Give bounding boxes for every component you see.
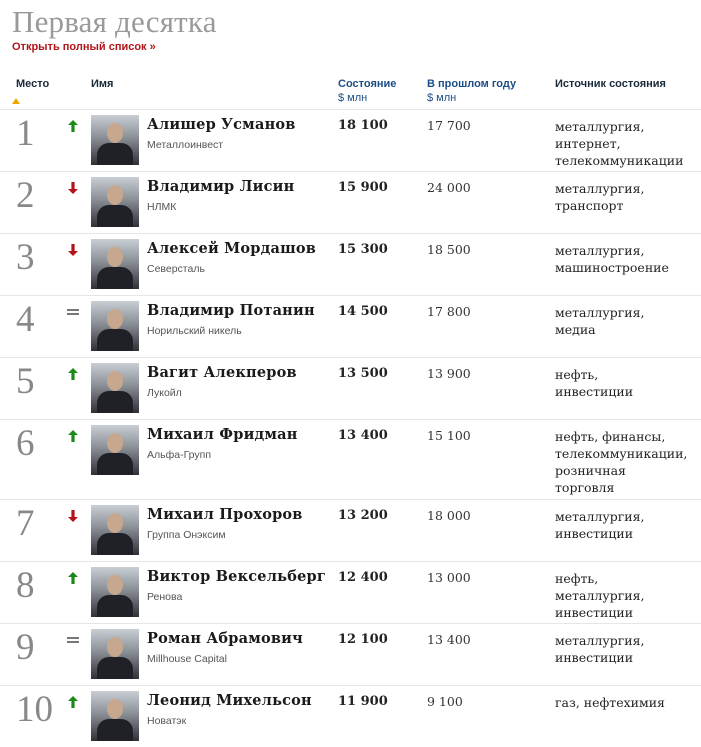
wealth-source-line: инвестиции	[555, 605, 634, 620]
company-name: Северсталь	[147, 263, 205, 275]
person-photo[interactable]	[91, 177, 139, 227]
wealth-source	[555, 366, 700, 400]
photo-body-shape	[97, 453, 133, 475]
arrow-up-icon	[67, 429, 79, 443]
arrow-down-icon	[67, 181, 79, 195]
photo-body-shape	[97, 391, 133, 413]
photo-body-shape	[97, 595, 133, 617]
table-row	[0, 233, 701, 295]
photo-body-shape	[97, 719, 133, 741]
company-name: Лукойл	[147, 387, 182, 399]
company-name: Новатэк	[147, 715, 187, 727]
person-photo[interactable]	[91, 567, 139, 617]
person-photo[interactable]	[91, 425, 139, 475]
rank-number: 7	[16, 503, 35, 544]
wealth-source	[555, 632, 700, 666]
wealth-source-line: газ, нефтехимия	[555, 695, 665, 710]
wealth-source-line: интернет,	[555, 136, 621, 151]
wealth-source-line: нефть, финансы,	[555, 429, 666, 444]
photo-body-shape	[97, 533, 133, 555]
net-worth-value: 14 500	[338, 304, 388, 319]
photo-head-shape	[107, 371, 123, 391]
company-name: НЛМК	[147, 201, 177, 213]
unchanged-icon	[67, 633, 79, 647]
wealth-source	[555, 180, 700, 214]
table-row	[0, 109, 701, 171]
photo-head-shape	[107, 637, 123, 657]
person-name-link[interactable]: Вагит Алекперов	[147, 364, 297, 381]
arrow-up-icon	[67, 695, 79, 709]
net-worth-value: 12 400	[338, 570, 388, 585]
rank-number: 3	[16, 237, 35, 278]
company-name: Альфа-Групп	[147, 449, 212, 461]
photo-head-shape	[107, 185, 123, 205]
person-photo[interactable]	[91, 505, 139, 555]
person-name-link[interactable]: Владимир Лисин	[147, 178, 295, 195]
net-worth-value: 13 400	[338, 428, 388, 443]
last-year-value: 18 000	[427, 508, 471, 523]
wealth-source-line: инвестиции	[555, 526, 634, 541]
photo-body-shape	[97, 329, 133, 351]
table-row	[0, 171, 701, 233]
rating-table	[0, 109, 701, 747]
last-year-value: 13 400	[427, 632, 471, 647]
rank-number: 4	[16, 299, 35, 340]
photo-head-shape	[107, 575, 123, 595]
wealth-source-line: инвестиции	[555, 384, 634, 399]
wealth-source	[555, 118, 700, 169]
person-name-link[interactable]: Михаил Фридман	[147, 426, 298, 443]
last-year-value: 9 100	[427, 694, 463, 709]
wealth-source	[555, 694, 700, 711]
net-worth-value: 12 100	[338, 632, 388, 647]
net-worth-value: 13 200	[338, 508, 388, 523]
column-header-net-worth[interactable]	[338, 77, 396, 105]
photo-body-shape	[97, 267, 133, 289]
person-name-link[interactable]: Роман Абрамович	[147, 630, 303, 647]
last-year-value: 17 800	[427, 304, 471, 319]
last-year-value: 24 000	[427, 180, 471, 195]
wealth-source-line: металлургия,	[555, 509, 645, 524]
wealth-source-line: медиа	[555, 322, 596, 337]
wealth-source-line: розничная	[555, 463, 626, 478]
wealth-source	[555, 242, 700, 276]
photo-head-shape	[107, 309, 123, 329]
column-header-last-year[interactable]	[427, 77, 516, 105]
last-year-value: 17 700	[427, 118, 471, 133]
person-name-link[interactable]: Виктор Вексельберг	[147, 568, 326, 585]
rank-number: 10	[16, 689, 53, 730]
wealth-source-line: инвестиции	[555, 650, 634, 665]
unchanged-icon	[67, 305, 79, 319]
full-list-link[interactable]: Открыть полный список »	[12, 41, 156, 53]
person-photo[interactable]	[91, 629, 139, 679]
rank-number: 2	[16, 175, 35, 216]
table-row	[0, 295, 701, 357]
rank-number: 6	[16, 423, 35, 464]
table-row	[0, 685, 701, 747]
wealth-source-line: нефть,	[555, 571, 599, 586]
photo-head-shape	[107, 513, 123, 533]
photo-head-shape	[107, 123, 123, 143]
person-photo[interactable]	[91, 115, 139, 165]
photo-head-shape	[107, 433, 123, 453]
photo-head-shape	[107, 247, 123, 267]
rank-number: 8	[16, 565, 35, 606]
arrow-up-icon	[67, 119, 79, 133]
arrow-up-icon	[67, 571, 79, 585]
wealth-source-line: металлургия,	[555, 588, 645, 603]
rank-number: 9	[16, 627, 35, 668]
table-row	[0, 357, 701, 419]
net-worth-value: 18 100	[338, 118, 388, 133]
last-year-value: 13 000	[427, 570, 471, 585]
last-year-value: 15 100	[427, 428, 471, 443]
person-name-link[interactable]: Владимир Потанин	[147, 302, 315, 319]
column-header-rank[interactable]: Место	[16, 78, 50, 90]
page-title: Первая десятка	[12, 4, 217, 39]
wealth-source	[555, 304, 700, 338]
wealth-source-line: нефть,	[555, 367, 599, 382]
column-header-name[interactable]: Имя	[91, 78, 114, 90]
company-name: Норильский никель	[147, 325, 242, 337]
last-year-header-unit: $ млн	[427, 92, 457, 104]
last-year-value: 18 500	[427, 242, 471, 257]
wealth-source-line: металлургия,	[555, 633, 645, 648]
last-year-header-label: В прошлом году	[427, 78, 517, 90]
wealth-source	[555, 428, 700, 496]
photo-body-shape	[97, 657, 133, 679]
net-worth-value: 13 500	[338, 366, 388, 381]
company-name: Металлоинвест	[147, 139, 224, 151]
photo-head-shape	[107, 699, 123, 719]
arrow-down-icon	[67, 243, 79, 257]
wealth-source-line: металлургия,	[555, 243, 645, 258]
arrow-up-icon	[67, 367, 79, 381]
wealth-source-line: машиностроение	[555, 260, 669, 275]
table-row	[0, 499, 701, 561]
table-row	[0, 419, 701, 499]
arrow-down-icon	[67, 509, 79, 523]
photo-body-shape	[97, 143, 133, 165]
wealth-source-line: металлургия,	[555, 305, 645, 320]
person-photo[interactable]	[91, 363, 139, 413]
wealth-source	[555, 508, 700, 542]
net-worth-value: 15 900	[338, 180, 388, 195]
person-name-link[interactable]: Леонид Михельсон	[147, 692, 312, 709]
wealth-source-line: металлургия,	[555, 181, 645, 196]
company-name: Ренова	[147, 591, 183, 603]
table-row	[0, 561, 701, 623]
rank-number: 5	[16, 361, 35, 402]
net-worth-header-label: Состояние	[338, 78, 397, 90]
company-name: Группа Онэксим	[147, 529, 226, 541]
person-name-link[interactable]: Алексей Мордашов	[147, 240, 317, 257]
sort-ascending-icon[interactable]	[12, 98, 20, 104]
wealth-source-line: торговля	[555, 480, 615, 495]
column-header-source[interactable]: Источник состояния	[555, 78, 666, 90]
table-row	[0, 623, 701, 685]
person-name-link[interactable]: Михаил Прохоров	[147, 506, 303, 523]
net-worth-header-unit: $ млн	[338, 92, 368, 104]
company-name: Millhouse Capital	[147, 653, 227, 665]
wealth-source	[555, 570, 700, 621]
photo-body-shape	[97, 205, 133, 227]
person-photo[interactable]	[91, 691, 139, 741]
wealth-source-line: металлургия,	[555, 119, 645, 134]
person-photo[interactable]	[91, 239, 139, 289]
net-worth-value: 11 900	[338, 694, 388, 709]
wealth-source-line: телекоммуникации	[555, 153, 684, 168]
wealth-source-line: телекоммуникации,	[555, 446, 688, 461]
net-worth-value: 15 300	[338, 242, 388, 257]
person-photo[interactable]	[91, 301, 139, 351]
person-name-link[interactable]: Алишер Усманов	[147, 116, 296, 133]
rank-number: 1	[16, 113, 35, 154]
wealth-source-line: транспорт	[555, 198, 624, 213]
last-year-value: 13 900	[427, 366, 471, 381]
